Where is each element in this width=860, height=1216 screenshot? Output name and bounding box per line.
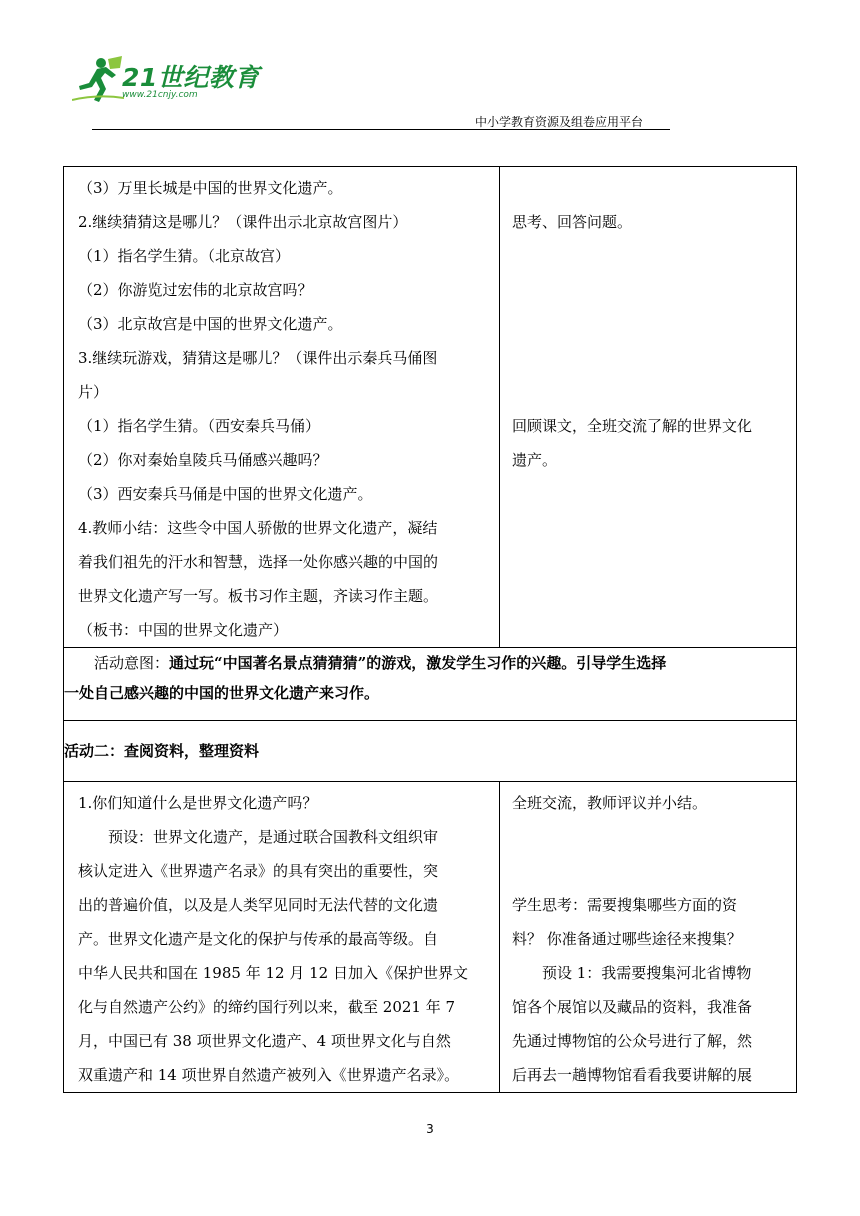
- text-line: （3）西安秦兵马俑是中国的世界文化遗产。: [78, 485, 373, 503]
- intent-text-line2: 一处自己感兴趣的中国的世界文化遗产来习作。: [64, 684, 380, 702]
- text-line: 片）: [78, 383, 109, 401]
- text-line: 着我们祖先的汗水和智慧，选择一处你感兴趣的中国的: [78, 553, 439, 571]
- text-line: 遗产。: [512, 451, 558, 469]
- running-man-icon: [72, 56, 124, 104]
- intent-row: [64, 648, 797, 721]
- text-line: 世界文化遗产写一写。板书习作主题，齐读习作主题。: [78, 587, 439, 605]
- student-activity-cell: [500, 167, 797, 648]
- section1-row: [64, 167, 797, 648]
- activity2-row: [64, 721, 797, 782]
- text-line: 2.继续猜猜这是哪儿？（课件出示北京故宫图片）: [78, 213, 408, 231]
- text-line: （1）指名学生猜。（西安秦兵马俑）: [78, 417, 321, 435]
- logo-url: www.21cnjy.com: [122, 90, 198, 100]
- page-header: [0, 0, 860, 140]
- text-line: （3）万里长城是中国的世界文化遗产。: [78, 179, 343, 197]
- text-line: 中华人民共和国在 1985 年 12 月 12 日加入《保护世界文: [78, 964, 468, 982]
- text-line: 4.教师小结：这些令中国人骄傲的世界文化遗产，凝结: [78, 519, 438, 537]
- teacher-activity-cell: [64, 167, 500, 648]
- text-line: （板书：中国的世界文化遗产）: [78, 621, 289, 639]
- text-line: 回顾课文，全班交流了解的世界文化: [512, 417, 753, 435]
- section2-row: [64, 782, 797, 1093]
- text-line: 化与自然遗产公约》的缔约国行列以来，截至 2021 年 7: [78, 998, 456, 1016]
- text-line: 核认定进入《世界遗产名录》的具有突出的重要性，突: [78, 862, 439, 880]
- text-line: 1.你们知道什么是世界文化遗产吗？: [78, 794, 318, 812]
- header-divider: [92, 129, 670, 130]
- logo: [72, 56, 260, 106]
- intent-text-line1: 通过玩“中国著名景点猜猜猜”的游戏，激发学生习作的兴趣。引导学生选择: [169, 654, 667, 672]
- text-line: （1）指名学生猜。（北京故宫）: [78, 247, 291, 265]
- text-line: 料？ 你准备通过哪些途径来搜集？: [512, 930, 742, 948]
- text-line: 预设 1：我需要搜集河北省博物: [542, 964, 752, 982]
- text-line: 产。世界文化遗产是文化的保护与传承的最高等级。自: [78, 930, 439, 948]
- text-line: 思考、回答问题。: [512, 213, 633, 231]
- text-line: （2）你对秦始皇陵兵马俑感兴趣吗？: [78, 451, 328, 469]
- text-line: 全班交流，教师评议并小结。: [512, 794, 708, 812]
- text-line: （2）你游览过宏伟的北京故宫吗？: [78, 281, 313, 299]
- teacher-activity-cell-2: [64, 782, 500, 1093]
- activity2-title: 活动二：查阅资料，整理资料: [64, 721, 797, 782]
- text-line: 月，中国已有 38 项世界文化遗产、4 项世界文化与自然: [78, 1032, 451, 1050]
- text-line: 3.继续玩游戏，猜猜这是哪儿？（课件出示秦兵马俑图: [78, 349, 438, 367]
- text-line: 先通过博物馆的公众号进行了解，然: [512, 1032, 753, 1050]
- student-activity-cell-2: [500, 782, 797, 1093]
- text-line: 馆各个展馆以及藏品的资料，我准备: [512, 998, 753, 1016]
- page-number: 3: [426, 1122, 434, 1136]
- text-line: 双重遗产和 14 项世界自然遗产被列入《世界遗产名录》。: [78, 1066, 460, 1084]
- platform-name: 中小学教育资源及组卷应用平台: [475, 115, 644, 129]
- text-line: 出的普遍价值，以及是人类罕见同时无法代替的文化遗: [78, 896, 439, 914]
- text-line: 后再去一趟博物馆看看我要讲解的展: [512, 1066, 753, 1084]
- logo-text: 21世纪教育: [122, 63, 260, 92]
- intent-label: 活动意图：: [94, 654, 170, 672]
- lesson-table: [63, 166, 797, 1093]
- text-line: （3）北京故宫是中国的世界文化遗产。: [78, 315, 343, 333]
- text-line: 学生思考：需要搜集哪些方面的资: [512, 896, 738, 914]
- activity-intent: [64, 648, 797, 721]
- text-line: 预设：世界文化遗产，是通过联合国教科文组织审: [108, 828, 439, 846]
